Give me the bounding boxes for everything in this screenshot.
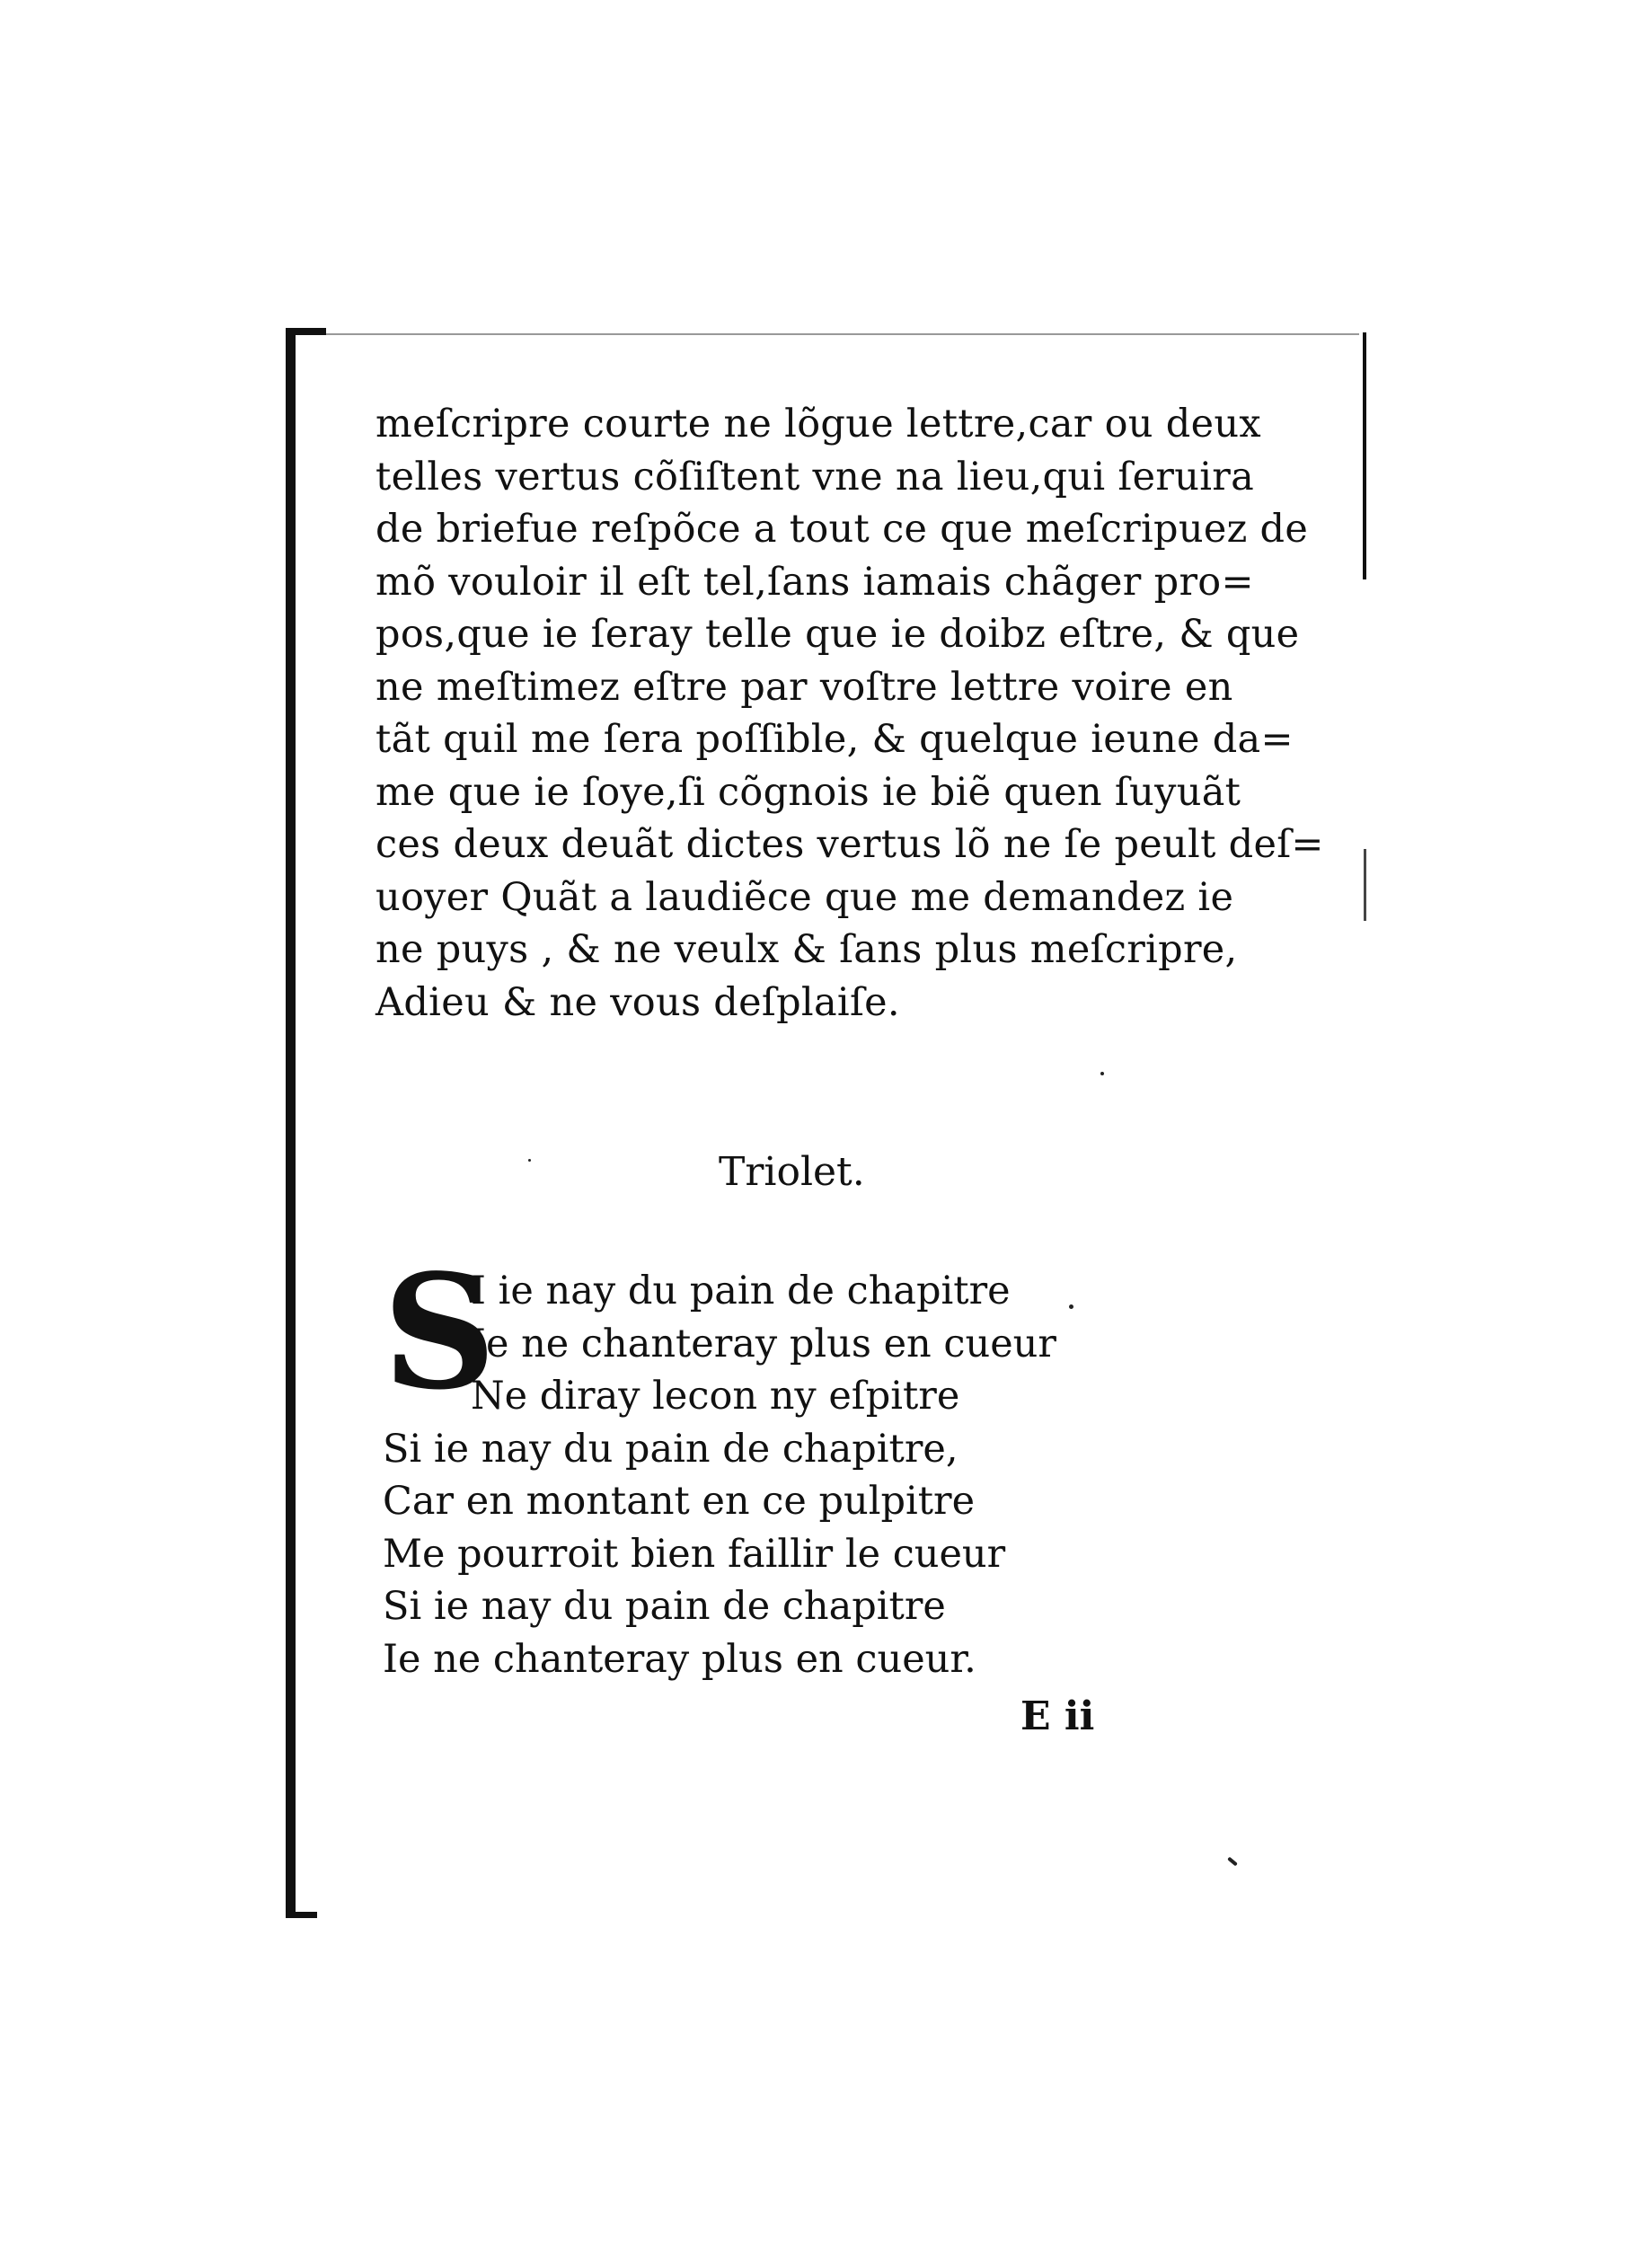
ink-speck [528,1159,531,1162]
prose-line: tãt quil me ſera poſſible, & quelque ieune da= [375,717,1294,762]
prose-line: Adieu & ne vous deſplaiſe. [375,979,900,1025]
prose-line: ne meſtimez eſtre par voſtre lettre voire en [375,664,1233,710]
frame-top-rule [326,333,1359,335]
poem-verse: Ie ne chanteray plus en cueur. [383,1636,976,1682]
frame-bottom-corner [286,1912,317,1918]
poem-title: Triolet. [719,1149,865,1195]
prose-line: de briefue reſpõce a tout ce que meſcripuez de [375,507,1309,552]
poem-block [383,1241,1101,1685]
poem-verse: Ie ne chanteray plus en cueur [471,1321,1056,1366]
frame-left-border [286,328,296,1918]
prose-line: meſcripre courte ne lõgue lettre,car ou deux [375,402,1261,447]
poem-verse: Si ie nay du pain de chapitre, [383,1426,959,1472]
prose-line: telles vertus cõſiſtent vne na lieu,qui ſeruira [375,454,1255,500]
ink-speck [1069,1304,1073,1309]
poem-verse: Car en montant en ce pulpitre [383,1479,976,1524]
prose-line: pos,que ie ſeray telle que ie doibz eſtre, & que [375,612,1300,657]
poem-verse: Ne diray lecon ny eſpitre [471,1374,960,1419]
drop-cap: S [383,1241,497,1425]
poem-verse: Me pourroit bien faillir le cueur [383,1531,1006,1577]
prose-line: mõ vouloir il eſt tel,ſans iamais chãger pro= [375,559,1254,605]
prose-line: me que ie ſoye,ſi cõgnois ie biẽ quen ſuyuãt [375,769,1241,815]
frame-right-mark [1364,849,1366,921]
frame-top-corner [286,328,326,335]
prose-line: uoyer Quãt a laudiẽce que me demandez ie [375,874,1234,920]
prose-block [375,398,1324,1029]
prose-line: ne puys , & ne veulx & ſans plus meſcripre, [375,927,1238,972]
poem-verse: I ie nay du pain de chapitre [471,1269,1011,1313]
poem-verse: Si ie nay du pain de chapitre [383,1584,946,1629]
ink-speck [1100,1072,1104,1075]
frame-right-border [1363,332,1366,579]
prose-line: ces deux deuãt dictes vertus lõ ne ſe peult deſ= [375,822,1324,867]
signature-mark: E ii [1020,1693,1095,1739]
